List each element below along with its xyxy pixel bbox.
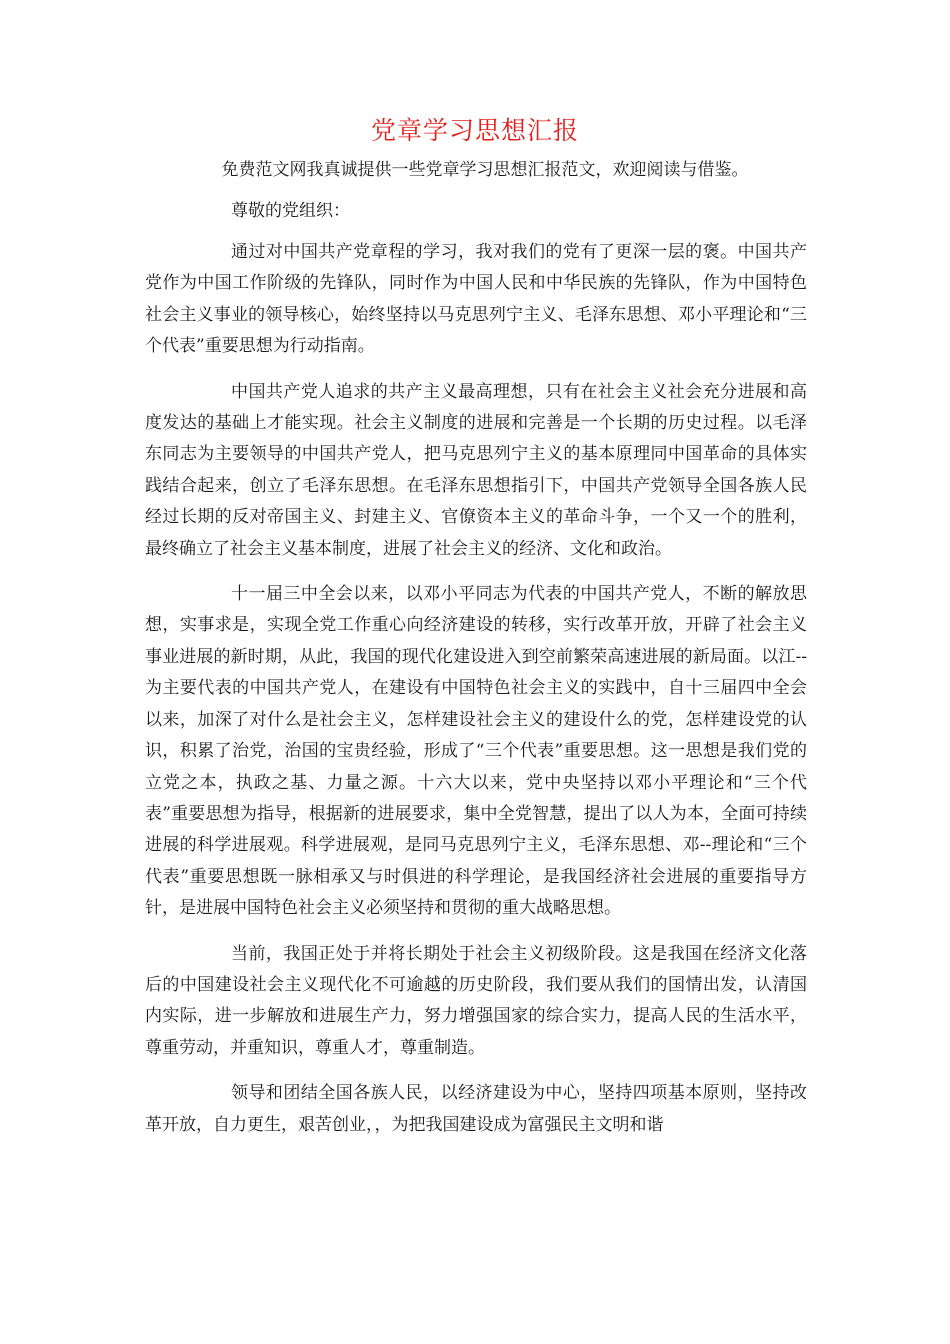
paragraph-5: 领导和团结全国各族人民，以经济建设为中心，坚持四项基本原则，坚持改革开放，自力更生，艰苦创业，，为把我国建设成为富强民主文明和谐 <box>145 1083 807 1135</box>
salutation: 尊敬的党组织： <box>231 201 350 221</box>
paragraph-1: 通过对中国共产党章程的学习，我对我们的党有了更深一层的褒。中国共产党作为中国工作阶级的先锋队，同时作为中国人民和中华民族的先锋队，作为中国特色社会主义事业的领导核心，始终坚持以马克思列宁主义、毛泽东思想、邓小平理论和“三个代表”重要思想为行动指南。 <box>145 242 807 357</box>
paragraph-2: 中国共产党人追求的共产主义最高理想，只有在社会主义社会充分进展和高度发达的基础上才能实现。社会主义制度的进展和完善是一个长期的历史过程。以毛泽东同志为主要领导的中国共产党人，把马克思列宁主义的基本原理同中国革命的具体实践结合起来，创立了毛泽东思想。在毛泽东思想指引下，中国共产党领导全国各族人民经过长期的反对帝国主义、封建主义、官僚资本主义的革命斗争，一个又一个的胜利，最终确立了社会主义基本制度，进展了社会主义的经济、文化和政治。 <box>145 381 807 559</box>
document-body <box>145 197 807 1155</box>
paragraph-3: 十一届三中全会以来，以邓小平同志为代表的中国共产党人，不断的解放思想，实事求是，实现全党工作重心向经济建设的转移，实行改革开放，开辟了社会主义事业进展的新时期，从此，我国的现代化建设进入到空前繁荣高速进展的新局面。以江--为主要代表的中国共产党人，在建设有中国特色社会主义的实践中，自十三届四中全会以来，加深了对什么是社会主义，怎样建设社会主义的建设什么的党，怎样建设党的认识，积累了治党，治国的宝贵经验，形成了“三个代表”重要思想。这一思想是我们党的立党之本，执政之基、力量之源。十六大以来，党中央坚持以邓小平理论和“三个代表”重要思想为指导，根据新的进展要求，集中全党智慧，提出了以人为本，全面可持续进展的科学进展观。科学进展观，是同马克思列宁主义，毛泽东思想、邓--理论和“三个代表”重要思想既一脉相承又与时俱进的科学理论，是我国经济社会进展的重要指导方针，是进展中国特色社会主义必须坚持和贯彻的重大战略思想。 <box>145 584 807 919</box>
document-title: 党章学习思想汇报 <box>370 116 579 145</box>
paragraph-4: 当前，我国正处于并将长期处于社会主义初级阶段。这是我国在经济文化落后的中国建设社会主义现代化不可逾越的历史阶段，我们要从我们的国情出发，认清国内实际，进一步解放和进展生产力，努力增强国家的综合实力，提高人民的生活水平，尊重劳动，并重知识，尊重人才，尊重制造。 <box>145 943 807 1058</box>
intro-line: 免费范文网我真诚提供一些党章学习思想汇报范文，欢迎阅读与借鉴。 <box>221 160 749 180</box>
